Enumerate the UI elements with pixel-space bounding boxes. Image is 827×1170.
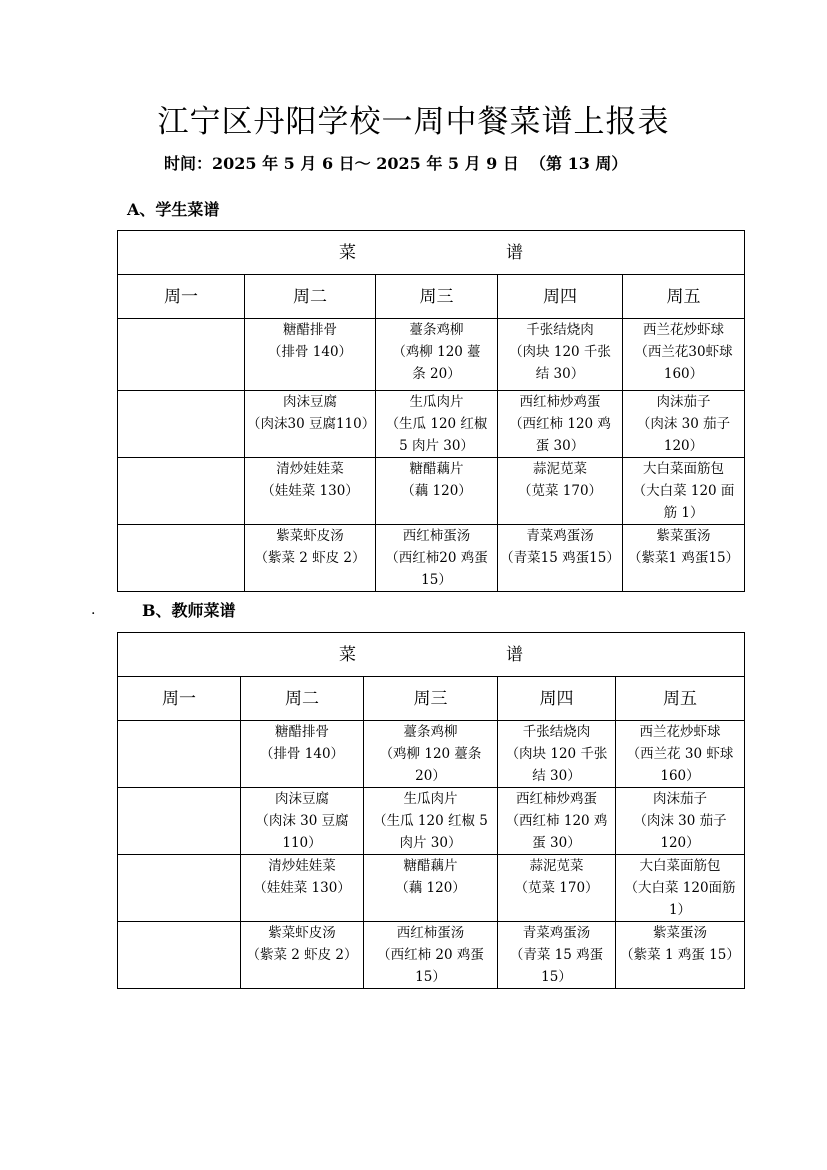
dish-name: 清炒娃娃菜 xyxy=(268,858,336,874)
dish-ingredients: 筋 1） xyxy=(663,505,704,521)
dish-ingredients: （藕 120） xyxy=(401,483,472,499)
dish-cell xyxy=(623,319,745,391)
dish-name: 清炒娃娃菜 xyxy=(276,461,344,477)
dish-ingredients: 蛋 30） xyxy=(535,438,585,454)
menu-header xyxy=(118,633,745,677)
table-row xyxy=(118,391,745,458)
dish-name: 肉沫豆腐 xyxy=(275,791,329,807)
dish-cell xyxy=(241,922,364,989)
dish-name: 薹条鸡柳 xyxy=(409,322,464,338)
dish-ingredients: （娃娃菜 130） xyxy=(253,880,351,896)
dish-cell xyxy=(364,788,498,855)
teacher-menu-table xyxy=(117,632,745,989)
dish-ingredients: （肉沫 30 茄子 xyxy=(633,813,727,829)
day-header-3: 周三 xyxy=(364,677,498,721)
dish-name: 蒜泥苋菜 xyxy=(529,858,584,874)
dish-ingredients: （藕 120） xyxy=(395,880,466,896)
dish-ingredients: 5 肉片 30） xyxy=(399,438,474,454)
section-b-label: B、教师菜谱 xyxy=(142,601,236,620)
section-a-label: A、学生菜谱 xyxy=(127,200,220,219)
dish-ingredients: （西红柿 120 鸡 xyxy=(505,813,608,829)
dish-ingredients: （西红柿 20 鸡蛋 xyxy=(377,947,484,963)
dish-cell xyxy=(623,525,745,592)
dish-cell xyxy=(376,319,498,391)
dish-ingredients: （肉块 120 千张 xyxy=(509,344,611,360)
dish-ingredients: （肉沫30 豆腐110） xyxy=(247,416,376,432)
table-row xyxy=(118,319,745,391)
dish-ingredients: （生瓜 120 红椒 xyxy=(385,416,488,432)
dish-name: 青菜鸡蛋汤 xyxy=(526,528,594,544)
dish-name: 生瓜肉片 xyxy=(403,791,458,807)
dish-cell xyxy=(498,788,616,855)
dish-name: 千张结烧肉 xyxy=(526,322,594,338)
dish-ingredients: 1） xyxy=(668,902,692,918)
dish-name: 糖醋藕片 xyxy=(409,461,464,477)
dish-ingredients: （紫菜 1 鸡蛋 15） xyxy=(620,947,740,963)
dish-ingredients: （西红柿20 鸡蛋 xyxy=(385,550,488,566)
dish-name: 糖醋藕片 xyxy=(403,858,458,874)
dish-ingredients: 160） xyxy=(663,366,704,382)
table-row xyxy=(118,721,745,788)
dish-cell xyxy=(364,922,498,989)
day-header-5: 周五 xyxy=(616,677,745,721)
day-header-1: 周一 xyxy=(118,677,241,721)
dish-cell xyxy=(118,319,245,391)
dish-name: 大白菜面筋包 xyxy=(643,461,724,477)
dish-name: 紫菜蛋汤 xyxy=(653,925,707,941)
dish-name: 糖醋排骨 xyxy=(275,724,329,740)
day-header-1: 周一 xyxy=(118,275,245,319)
dish-cell xyxy=(376,391,498,458)
dish-ingredients: （苋菜 170） xyxy=(517,483,603,499)
dish-ingredients: （西红柿 120 鸡 xyxy=(509,416,611,432)
day-header-2: 周二 xyxy=(245,275,376,319)
dish-cell xyxy=(364,855,498,922)
dish-name: 紫菜蛋汤 xyxy=(656,528,711,544)
dish-name: 大白菜面筋包 xyxy=(639,858,721,874)
dish-ingredients: （青菜15 鸡蛋15） xyxy=(500,550,620,566)
dish-name: 西兰花炒虾球 xyxy=(639,724,721,740)
dish-ingredients: 110） xyxy=(282,835,322,851)
dish-name: 糖醋排骨 xyxy=(283,322,337,338)
dish-name: 西红柿蛋汤 xyxy=(396,925,465,941)
dish-name: 肉沫茄子 xyxy=(653,791,707,807)
dish-ingredients: （紫菜 2 虾皮 2） xyxy=(254,550,366,566)
dish-cell xyxy=(118,391,245,458)
table-row xyxy=(118,922,745,989)
day-header-2: 周二 xyxy=(241,677,364,721)
dish-ingredients: （大白菜 120 面 xyxy=(632,483,735,499)
dish-cell xyxy=(118,525,245,592)
dish-ingredients: （娃娃菜 130） xyxy=(261,483,359,499)
dish-ingredients: （紫菜 2 虾皮 2） xyxy=(246,947,358,963)
dish-cell xyxy=(241,855,364,922)
menu-header-right: 谱 xyxy=(506,644,523,665)
dish-cell xyxy=(241,721,364,788)
dish-name: 紫菜虾皮汤 xyxy=(276,528,344,544)
dish-ingredients: 结 30） xyxy=(535,366,585,382)
dish-cell xyxy=(498,458,623,525)
section-b-marker: . xyxy=(91,602,96,618)
menu-header-left: 菜 xyxy=(339,644,356,665)
dish-cell xyxy=(245,391,376,458)
dish-cell xyxy=(623,391,745,458)
dish-ingredients: 结 30） xyxy=(532,768,581,784)
dish-ingredients: 120） xyxy=(660,835,700,851)
day-header-5: 周五 xyxy=(623,275,745,319)
dish-ingredients: （排骨 140） xyxy=(259,746,345,762)
menu-header-right: 谱 xyxy=(506,242,523,263)
dish-ingredients: 肉片 30） xyxy=(399,835,462,851)
dish-cell xyxy=(118,721,241,788)
dish-ingredients: （鸡柳 120 薹 xyxy=(392,344,481,360)
day-header-4: 周四 xyxy=(498,275,623,319)
dish-cell xyxy=(498,855,616,922)
dish-ingredients: 160） xyxy=(660,768,700,784)
dish-ingredients: （肉沫 30 茄子 xyxy=(636,416,731,432)
dish-ingredients: 蛋 30） xyxy=(532,835,581,851)
dish-name: 蒜泥苋菜 xyxy=(533,461,587,477)
table-row xyxy=(118,458,745,525)
dish-ingredients: 15） xyxy=(415,969,446,985)
day-header-3: 周三 xyxy=(376,275,498,319)
dish-cell xyxy=(245,525,376,592)
dish-ingredients: （苋菜 170） xyxy=(514,880,599,896)
dish-ingredients: （肉块 120 千张 xyxy=(505,746,608,762)
dish-name: 西红柿炒鸡蛋 xyxy=(516,791,597,807)
dish-cell xyxy=(498,525,623,592)
dish-cell xyxy=(376,525,498,592)
dish-ingredients: （西兰花30虾球 xyxy=(634,344,733,360)
dish-cell xyxy=(616,721,745,788)
dish-name: 青菜鸡蛋汤 xyxy=(522,925,591,941)
dish-cell xyxy=(118,922,241,989)
dish-ingredients: 120） xyxy=(663,438,704,454)
page-title: 江宁区丹阳学校一周中餐菜谱上报表 xyxy=(157,104,670,140)
dish-cell xyxy=(498,391,623,458)
dish-cell xyxy=(616,788,745,855)
dish-ingredients: 条 20） xyxy=(412,366,461,382)
date-range-subtitle: 时间：2025 年 5 月 6 日～ 2025 年 5 月 9 日 （第 13 周） xyxy=(164,154,628,173)
dish-cell xyxy=(245,458,376,525)
dish-ingredients: （大白菜 120面筋 xyxy=(624,880,736,896)
dish-cell xyxy=(498,319,623,391)
table-row xyxy=(118,788,745,855)
dish-name: 肉沫豆腐 xyxy=(283,394,337,410)
dish-cell xyxy=(498,721,616,788)
dish-ingredients: 15） xyxy=(421,572,452,588)
dish-name: 西红柿蛋汤 xyxy=(402,528,471,544)
dish-name: 紫菜虾皮汤 xyxy=(268,925,336,941)
dish-cell xyxy=(364,721,498,788)
dish-ingredients: 15） xyxy=(541,969,572,985)
dish-name: 千张结烧肉 xyxy=(522,724,591,740)
table-row xyxy=(118,855,745,922)
dish-cell xyxy=(616,855,745,922)
dish-ingredients: （排骨 140） xyxy=(267,344,353,360)
dish-ingredients: （紫菜1 鸡蛋15） xyxy=(627,550,740,566)
dish-name: 肉沫茄子 xyxy=(656,394,711,410)
dish-name: 生瓜肉片 xyxy=(409,394,464,410)
menu-header-left: 菜 xyxy=(339,242,356,263)
dish-cell xyxy=(118,458,245,525)
dish-cell xyxy=(498,922,616,989)
dish-ingredients: 20） xyxy=(415,768,446,784)
dish-cell xyxy=(616,922,745,989)
dish-cell xyxy=(118,855,241,922)
dish-ingredients: （青菜 15 鸡蛋 xyxy=(509,947,604,963)
dish-ingredients: （西兰花 30 虾球 xyxy=(626,746,734,762)
dish-name: 西兰花炒虾球 xyxy=(643,322,724,338)
dish-cell xyxy=(245,319,376,391)
dish-cell xyxy=(241,788,364,855)
day-header-4: 周四 xyxy=(498,677,616,721)
dish-ingredients: （肉沫 30 豆腐 xyxy=(255,813,349,829)
dish-name: 西红柿炒鸡蛋 xyxy=(519,394,601,410)
menu-header xyxy=(118,231,745,275)
dish-cell xyxy=(623,458,745,525)
dish-cell xyxy=(118,788,241,855)
table-row xyxy=(118,525,745,592)
dish-ingredients: （鸡柳 120 薹条 xyxy=(379,746,482,762)
dish-ingredients: （生瓜 120 红椒 5 xyxy=(373,813,488,829)
student-menu-table xyxy=(117,230,745,592)
dish-name: 薹条鸡柳 xyxy=(403,724,458,740)
dish-cell xyxy=(376,458,498,525)
